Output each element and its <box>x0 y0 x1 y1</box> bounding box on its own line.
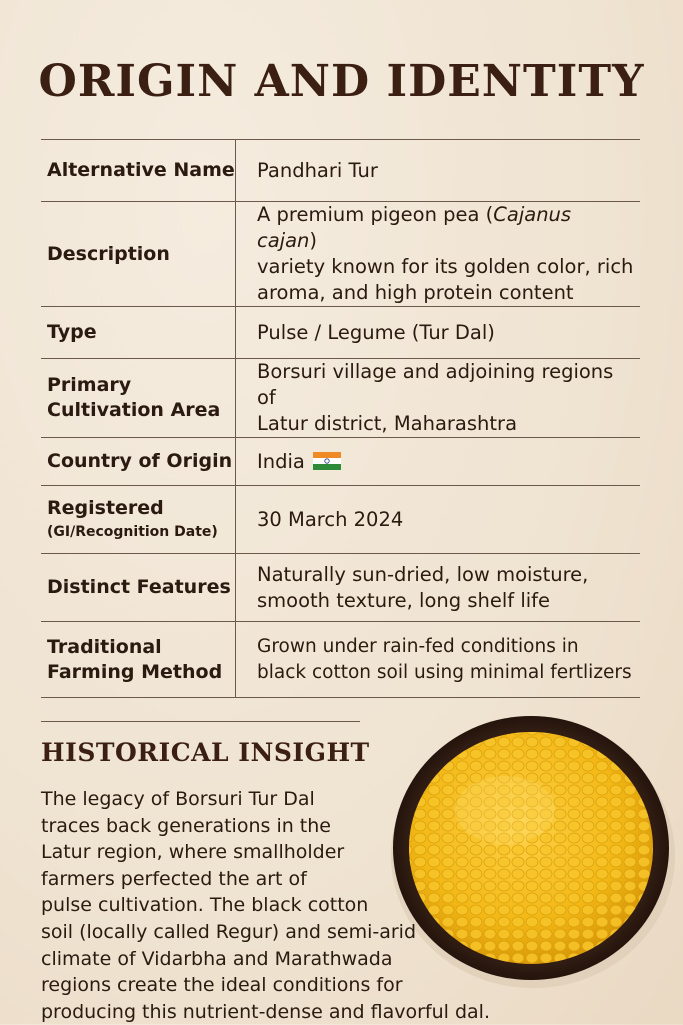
section-divider <box>41 721 360 722</box>
row-value: Pandhari Tur <box>257 158 378 182</box>
row-label: Type <box>41 307 236 359</box>
row-label: Description <box>41 202 236 307</box>
row-label: Primary Cultivation Area <box>41 359 236 438</box>
row-value: 30 March 2024 <box>257 507 404 531</box>
row-label: Distinct Features <box>41 554 236 622</box>
page-title: ORIGIN AND IDENTITY <box>38 56 645 107</box>
table-row-description <box>41 202 640 307</box>
historical-insight-text: The legacy of Borsuri Tur Dal traces back generations in the Latur region, where smallholder farmers perfected the art of pulse cultivation. The black cotton soil (locally called Regur) and semi-arid climate of Vidarbha and Marathwada regions create the ideal conditions for producing this nutrient-dense and flavorful dal. <box>41 788 490 1023</box>
row-value: Naturally sun-dried, low moisture, smooth texture, long shelf life <box>257 562 589 612</box>
row-value: India <box>236 438 641 486</box>
table-row-type <box>41 307 640 359</box>
india-flag-icon <box>313 452 341 470</box>
table-row-primary-cultivation-area <box>41 359 640 438</box>
table-row-alternative-name <box>41 140 640 202</box>
row-value: Grown under rain-fed conditions in black cotton soil using minimal fertlizers <box>257 635 632 683</box>
table-row-country-of-origin <box>41 438 640 486</box>
historical-insight-title: HISTORICAL INSIGHT <box>41 738 370 767</box>
scientific-name: Cajanus cajan <box>257 203 572 252</box>
row-label: Registered (GI/Recognition Date) <box>41 486 236 554</box>
row-label: Country of Origin <box>41 438 236 486</box>
table-row-distinct-features <box>41 554 640 622</box>
row-value: A premium pigeon pea (Cajanus cajan) variety known for its golden color, rich aroma, and high protein content <box>257 203 634 304</box>
origin-identity-table <box>41 139 640 698</box>
table-row-traditional-farming-method <box>41 622 640 698</box>
table-row-registered <box>41 486 640 554</box>
row-value: Borsuri village and adjoining regions of Latur district, Maharashtra <box>257 360 614 435</box>
row-sub-label: (GI/Recognition Date) <box>47 524 218 540</box>
row-label: Traditional Farming Method <box>41 622 236 698</box>
row-value: Pulse / Legume (Tur Dal) <box>257 320 495 344</box>
row-label: Alternative Name <box>41 140 236 202</box>
